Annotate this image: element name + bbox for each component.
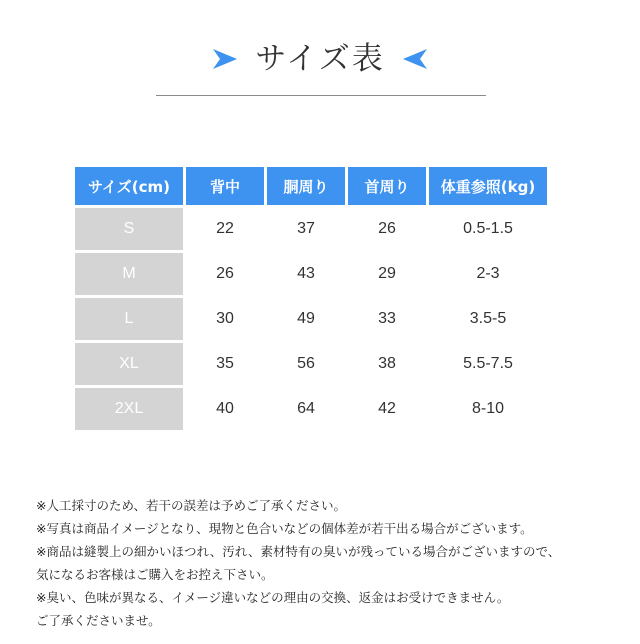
table-header-row bbox=[75, 167, 547, 205]
table-cell: 8-10 bbox=[471, 400, 505, 417]
chevron-right-icon bbox=[211, 48, 239, 70]
page-title: サイズ表 bbox=[255, 41, 385, 77]
notes-block bbox=[36, 494, 626, 632]
table-cell: 2-3 bbox=[476, 265, 500, 282]
size-label: M bbox=[75, 253, 183, 295]
note-line: ご了承くださいませ。 bbox=[36, 613, 161, 628]
size-table bbox=[72, 164, 550, 433]
size-label: L bbox=[75, 298, 183, 340]
table-cell: 35 bbox=[216, 355, 234, 372]
table-cell: 43 bbox=[297, 265, 315, 282]
table-cell: 42 bbox=[378, 400, 396, 417]
header-neck: 首周り bbox=[348, 167, 426, 205]
header-waist: 胴周り bbox=[267, 167, 345, 205]
table-cell: 33 bbox=[378, 310, 396, 327]
table-cell: 64 bbox=[297, 400, 315, 417]
table-cell: 37 bbox=[297, 220, 315, 237]
table-cell: 3.5-5 bbox=[469, 310, 507, 327]
title-block bbox=[0, 36, 640, 82]
table-cell: 26 bbox=[378, 220, 396, 237]
note-line: ※臭い、色味が異なる、イメージ違いなどの理由の交換、返金はお受けできません。 bbox=[36, 590, 510, 605]
header-weight: 体重参照(kg) bbox=[429, 167, 547, 205]
table-cell: 0.5-1.5 bbox=[463, 220, 513, 237]
note-line: ※商品は縫製上の細かいほつれ、汚れ、素材特有の臭いが残っている場合がございますので、 bbox=[36, 544, 561, 559]
chevron-left-icon bbox=[401, 48, 429, 70]
table-cell: 26 bbox=[216, 265, 234, 282]
note-line: 気になるお客様はご購入をお控え下さい。 bbox=[36, 567, 274, 582]
header-back: 背中 bbox=[186, 167, 264, 205]
table-cell: 49 bbox=[297, 310, 315, 327]
note-line: ※人工採寸のため、若干の誤差は予めご了承ください。 bbox=[36, 498, 346, 513]
table-row bbox=[75, 298, 547, 340]
table-cell: 29 bbox=[378, 265, 396, 282]
table-row bbox=[75, 343, 547, 385]
size-table-container bbox=[72, 164, 550, 433]
title-divider bbox=[156, 95, 486, 96]
table-cell: 30 bbox=[216, 310, 234, 327]
note-line: ※写真は商品イメージとなり、現物と色合いなどの個体差が若干出る場合がございます。 bbox=[36, 521, 533, 536]
table-cell: 38 bbox=[378, 355, 396, 372]
table-cell: 56 bbox=[297, 355, 315, 372]
table-cell: 5.5-7.5 bbox=[463, 355, 513, 372]
size-label: XL bbox=[75, 343, 183, 385]
table-row bbox=[75, 208, 547, 250]
table-cell: 40 bbox=[216, 400, 234, 417]
size-label: S bbox=[75, 208, 183, 250]
table-cell: 22 bbox=[216, 220, 234, 237]
header-size: サイズ(cm) bbox=[75, 167, 183, 205]
table-row bbox=[75, 253, 547, 295]
size-label: 2XL bbox=[75, 388, 183, 430]
table-row bbox=[75, 388, 547, 430]
